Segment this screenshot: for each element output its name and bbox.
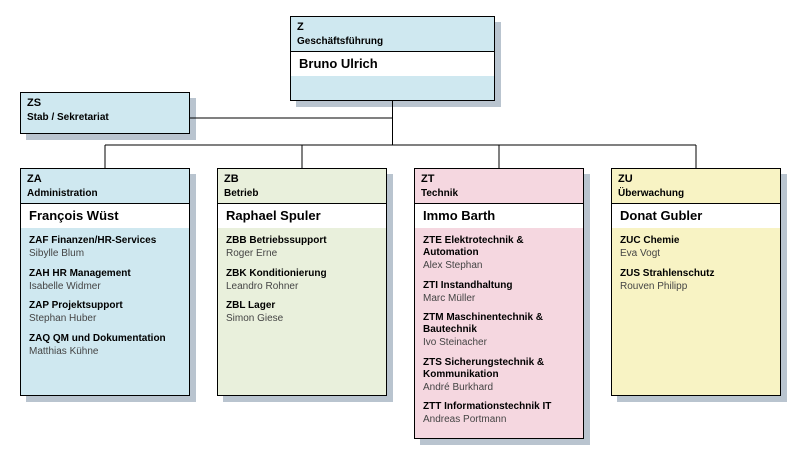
node-header — [612, 169, 780, 203]
org-node-z[interactable] — [290, 16, 495, 101]
unit-name: Konditionierung — [249, 267, 327, 279]
node-subtitle: Stab / Sekretariat — [27, 111, 109, 123]
unit-person: Marc Müller — [423, 292, 476, 304]
unit-title — [620, 235, 772, 247]
unit-title — [29, 333, 181, 345]
node-units — [415, 228, 583, 435]
node-header — [21, 93, 189, 127]
node-code: ZT — [421, 173, 435, 185]
unit-title — [423, 357, 575, 381]
unit-code: ZTM — [423, 312, 444, 324]
unit-item[interactable] — [423, 280, 575, 306]
unit-code: ZBK — [226, 267, 247, 279]
unit-person: André Burkhard — [423, 381, 494, 393]
unit-person: Alex Stephan — [423, 260, 483, 272]
node-lead-name: Immo Barth — [415, 203, 583, 228]
unit-title — [226, 235, 378, 247]
unit-title — [226, 268, 378, 280]
org-node-zb[interactable] — [217, 168, 387, 396]
node-lead-name: Donat Gubler — [612, 203, 780, 228]
unit-code: ZAF — [29, 235, 49, 247]
unit-person: Eva Vogt — [620, 248, 661, 260]
unit-title — [620, 268, 772, 280]
node-subtitle: Geschäftsführung — [297, 35, 384, 47]
org-node-zt[interactable] — [414, 168, 584, 439]
unit-person: Matthias Kühne — [29, 345, 99, 357]
unit-name: HR Management — [52, 267, 131, 279]
unit-item[interactable] — [620, 235, 772, 261]
unit-item[interactable] — [29, 235, 181, 261]
unit-name: Sicherungstechnik & Kommunikation — [423, 356, 545, 380]
unit-name: Finanzen/HR-Services — [51, 235, 157, 247]
unit-code: ZTE — [423, 235, 442, 247]
unit-title — [423, 401, 575, 413]
unit-name: Informationstechnik IT — [444, 401, 552, 413]
unit-item[interactable] — [423, 235, 575, 273]
unit-item[interactable] — [29, 268, 181, 294]
unit-item[interactable] — [29, 333, 181, 359]
node-lead-name: Raphael Spuler — [218, 203, 386, 228]
node-code: Z — [297, 21, 304, 33]
unit-code: ZAP — [29, 300, 49, 312]
unit-title — [423, 312, 575, 336]
unit-person: Roger Erne — [226, 248, 278, 260]
node-header — [415, 169, 583, 203]
node-code: ZB — [224, 173, 239, 185]
unit-person: Simon Giese — [226, 313, 284, 325]
unit-code: ZTT — [423, 401, 442, 413]
unit-code: ZAQ — [29, 332, 51, 344]
unit-person: Leandro Rohner — [226, 280, 299, 292]
unit-item[interactable] — [423, 357, 575, 395]
unit-name: Betriebssupport — [249, 235, 327, 247]
unit-person: Stephan Huber — [29, 313, 97, 325]
node-code: ZU — [618, 173, 633, 185]
node-lead-name: François Wüst — [21, 203, 189, 228]
node-subtitle: Administration — [27, 187, 98, 199]
unit-code: ZAH — [29, 267, 50, 279]
unit-person: Andreas Portmann — [423, 414, 507, 426]
node-units — [21, 228, 189, 366]
unit-code: ZTS — [423, 356, 442, 368]
node-header — [291, 17, 494, 51]
unit-title — [29, 235, 181, 247]
unit-name: Elektrotechnik & Automation — [423, 235, 524, 259]
node-header — [21, 169, 189, 203]
org-node-zs[interactable] — [20, 92, 190, 134]
unit-name: Maschinentechnik & Bautechnik — [423, 312, 544, 336]
node-units — [218, 228, 386, 334]
unit-person: Sibylle Blum — [29, 248, 85, 260]
unit-name: Lager — [248, 300, 276, 312]
unit-name: Instandhaltung — [440, 279, 513, 291]
unit-code: ZUC — [620, 235, 641, 247]
node-code: ZA — [27, 173, 42, 185]
unit-item[interactable] — [423, 401, 575, 427]
unit-code: ZBB — [226, 235, 247, 247]
node-units — [612, 228, 780, 301]
unit-name: QM und Dokumentation — [52, 332, 166, 344]
node-subtitle: Überwachung — [618, 187, 685, 199]
unit-code: ZBL — [226, 300, 246, 312]
unit-name: Projektsupport — [51, 300, 123, 312]
unit-item[interactable] — [29, 300, 181, 326]
unit-item[interactable] — [423, 312, 575, 350]
unit-person: Isabelle Widmer — [29, 280, 101, 292]
unit-title — [29, 300, 181, 312]
node-subtitle: Betrieb — [224, 187, 259, 199]
unit-item[interactable] — [226, 235, 378, 261]
unit-item[interactable] — [620, 268, 772, 294]
node-subtitle: Technik — [421, 187, 459, 199]
unit-code: ZUS — [620, 267, 640, 279]
node-lead-name: Bruno Ulrich — [291, 51, 494, 76]
org-node-za[interactable] — [20, 168, 190, 396]
unit-title — [423, 235, 575, 259]
unit-item[interactable] — [226, 300, 378, 326]
unit-person: Ivo Steinacher — [423, 337, 487, 349]
org-node-zu[interactable] — [611, 168, 781, 396]
unit-name: Strahlenschutz — [642, 267, 715, 279]
unit-title — [29, 268, 181, 280]
unit-item[interactable] — [226, 268, 378, 294]
unit-code: ZTI — [423, 279, 438, 291]
unit-person: Rouven Philipp — [620, 280, 688, 292]
unit-name: Chemie — [643, 235, 680, 247]
unit-title — [226, 300, 378, 312]
unit-title — [423, 280, 575, 292]
node-header — [218, 169, 386, 203]
node-code: ZS — [27, 97, 42, 109]
